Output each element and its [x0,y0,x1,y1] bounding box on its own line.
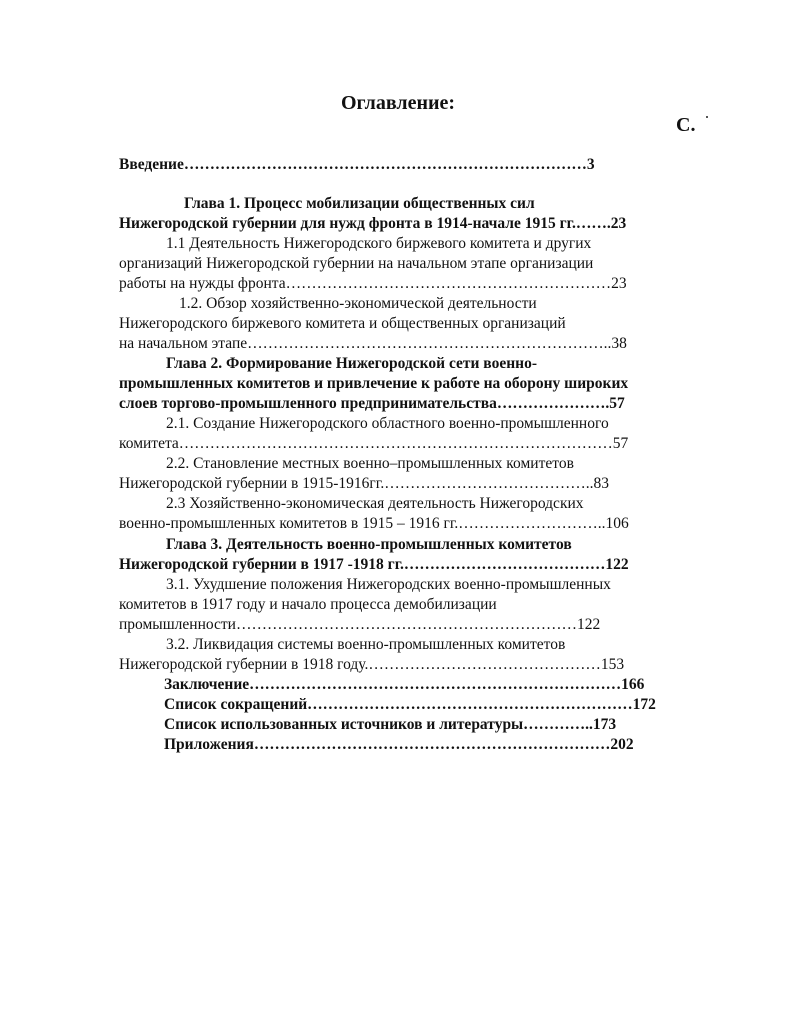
toc-section-3-1-line-2: комитетов в 1917 году и начало процесса демобилизации [119,596,497,613]
toc-section-3-1-line-3: промышленности…………………………………………………………122 [119,616,601,633]
toc-section-2-2-line-2: Нижегородской губернии в 1915-1916гг.…………………………………..83 [119,475,609,492]
toc-section-1-1-line-1: 1.1 Деятельность Нижегородского биржевого комитета и других [166,235,592,252]
page-column-label: С. [676,114,696,136]
toc-appendices: Приложения……………………………………………………………202 [164,736,634,753]
toc-chapter-3-line-1: Глава 3. Деятельность военно-промышленных комитетов [166,536,572,553]
toc-section-2-3-line-2: военно-промышленных комитетов в 1915 – 1916 гг.………………………..106 [119,515,629,532]
toc-chapter-2-line-2: промышленных комитетов и привлечение к работе на оборону широких [119,375,629,392]
toc-chapter-1-line-1: Глава 1. Процесс мобилизации общественных сил [184,195,535,212]
toc-chapter-2-line-1: Глава 2. Формирование Нижегородской сети военно- [166,355,537,372]
page-title: Оглавление: [340,92,456,114]
toc-section-1-2-line-3: на начальном этапе……………………………………………………………..38 [119,335,627,352]
toc-conclusion: Заключение………………………………………………………………166 [164,676,645,693]
toc-section-3-1-line-1: 3.1. Ухудшение положения Нижегородских военно-промышленных [166,576,611,593]
toc-abbreviations: Список сокращений………………………………………………………172 [164,696,656,713]
toc-sources-literature: Список использованных источников и литературы…………..173 [164,716,617,733]
toc-chapter-1-line-2: Нижегородской губернии для нужд фронта в 1914-начале 1915 гг.…….23 [119,215,627,232]
toc-section-2-2-line-1: 2.2. Становление местных военно–промышленных комитетов [166,455,574,472]
toc-section-1-1-line-3: работы на нужды фронта………………………………………………………23 [119,275,627,292]
toc-chapter-2-line-3: слоев торгово-промышленного предпринимательства………………….57 [119,395,625,412]
toc-section-3-2-line-1: 3.2. Ликвидация системы военно-промышленных комитетов [166,636,566,653]
toc-section-3-2-line-2: Нижегородской губернии в 1918 году.………………………………………153 [119,656,625,673]
toc-section-1-2-line-2: Нижегородского биржевого комитета и общественных организаций [119,315,566,332]
scan-speck [706,116,708,118]
toc-section-2-3-line-1: 2.3 Хозяйственно-экономическая деятельность Нижегородских [166,495,584,512]
toc-section-2-1-line-1: 2.1. Создание Нижегородского областного военно-промышленного [166,415,609,432]
toc-section-2-1-line-2: комитета…………………………………………………………………………57 [119,435,629,452]
toc-chapter-3-line-2: Нижегородской губернии в 1917 -1918 гг.…………………………………122 [119,556,629,573]
toc-section-1-2-line-1: 1.2. Обзор хозяйственно-экономической деятельности [179,295,537,312]
toc-section-1-1-line-2: организаций Нижегородской губернии на начальном этапе организации [119,255,594,272]
toc-introduction: Введение……………………………………………………………………3 [119,156,595,173]
